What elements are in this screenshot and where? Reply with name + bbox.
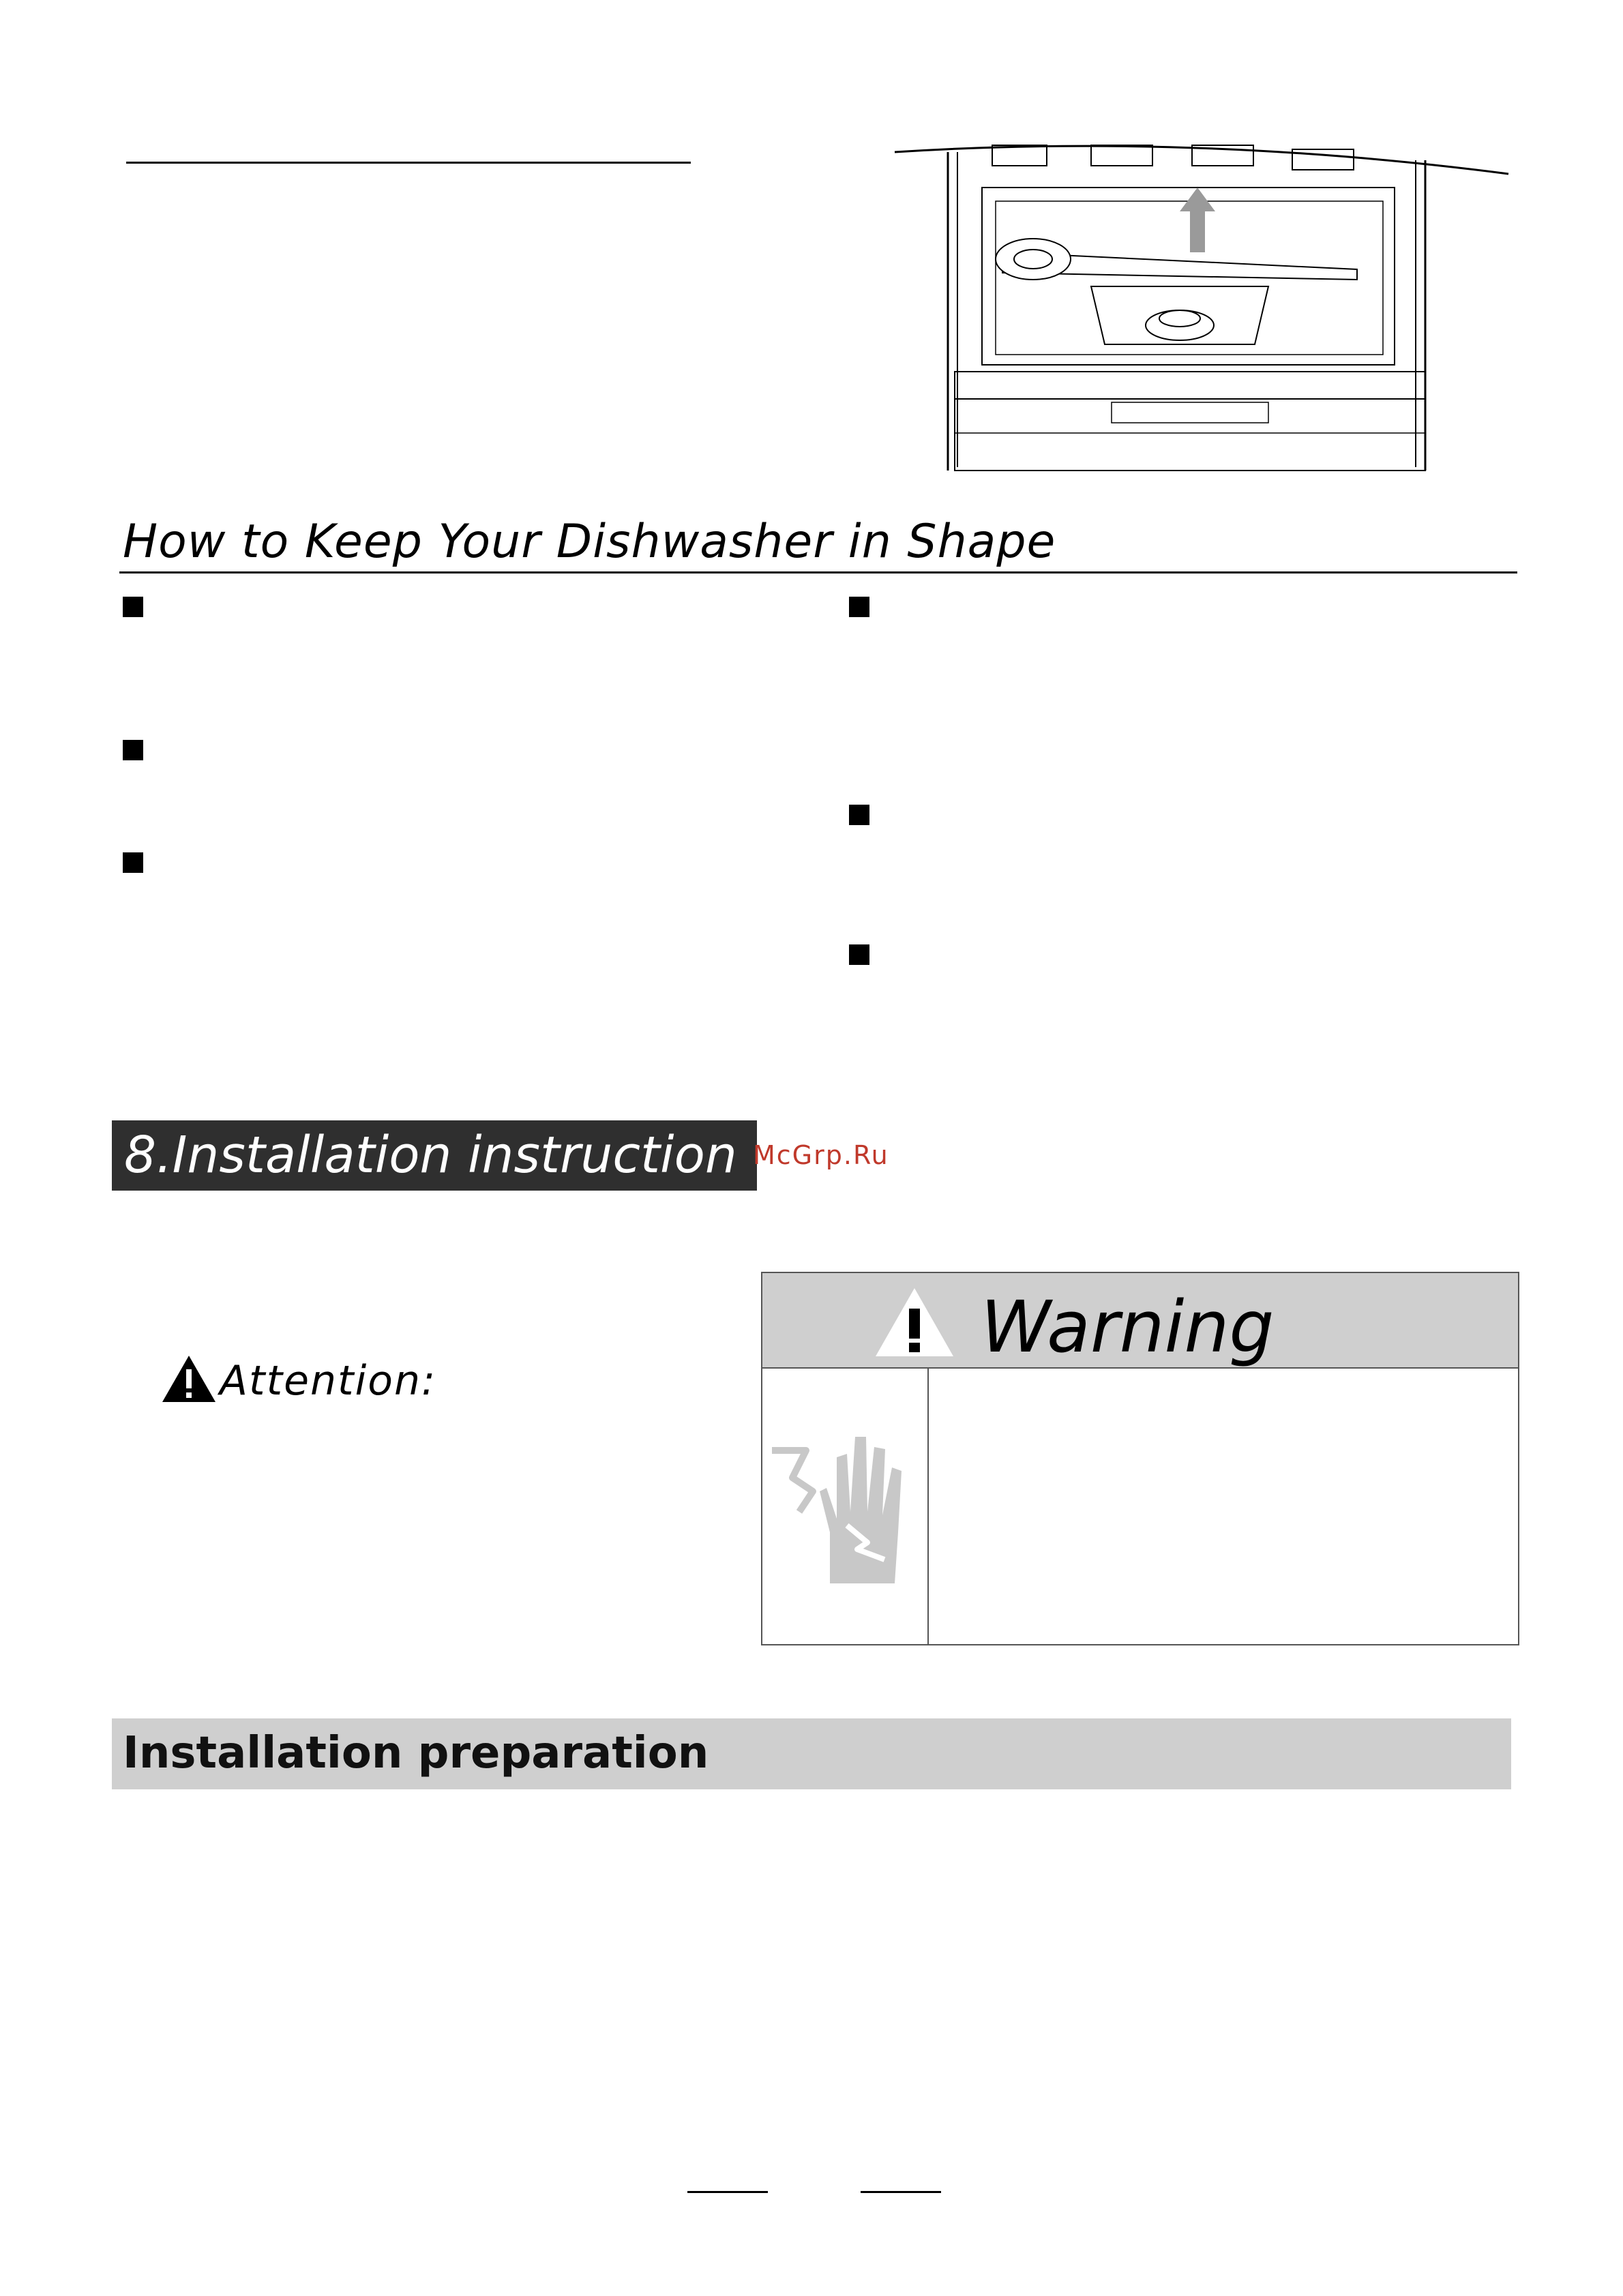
installation-heading: 8.Installation instruction — [124, 1126, 737, 1184]
bullet-marker — [849, 597, 869, 617]
bullet-marker — [123, 740, 143, 760]
bullet-marker — [849, 944, 869, 965]
attention-label: Attention: — [220, 1357, 437, 1405]
preparation-heading-banner — [112, 1718, 1511, 1789]
top-left-rule — [126, 162, 691, 164]
dishwasher-filter-illustration — [887, 140, 1528, 481]
maintenance-heading-rule — [119, 571, 1517, 573]
bullet-marker — [123, 597, 143, 617]
footer-rule-left — [687, 2191, 768, 2193]
maintenance-heading: How to Keep Your Dishwasher in Shape — [123, 515, 1056, 569]
installation-heading-banner — [112, 1120, 757, 1191]
bullet-marker — [123, 852, 143, 873]
exclamation-triangle-icon — [873, 1285, 956, 1359]
warning-title: Warning — [981, 1285, 1275, 1369]
warning-triangle-icon — [161, 1354, 217, 1403]
bullet-marker — [849, 805, 869, 825]
footer-rule-right — [861, 2191, 941, 2193]
preparation-heading: Installation preparation — [123, 1728, 709, 1778]
electric-shock-hand-icon — [765, 1423, 926, 1587]
warning-header — [762, 1273, 1518, 1369]
warning-divider — [927, 1369, 929, 1645]
warning-box — [761, 1272, 1519, 1645]
watermark: McGrp.Ru — [753, 1140, 889, 1170]
